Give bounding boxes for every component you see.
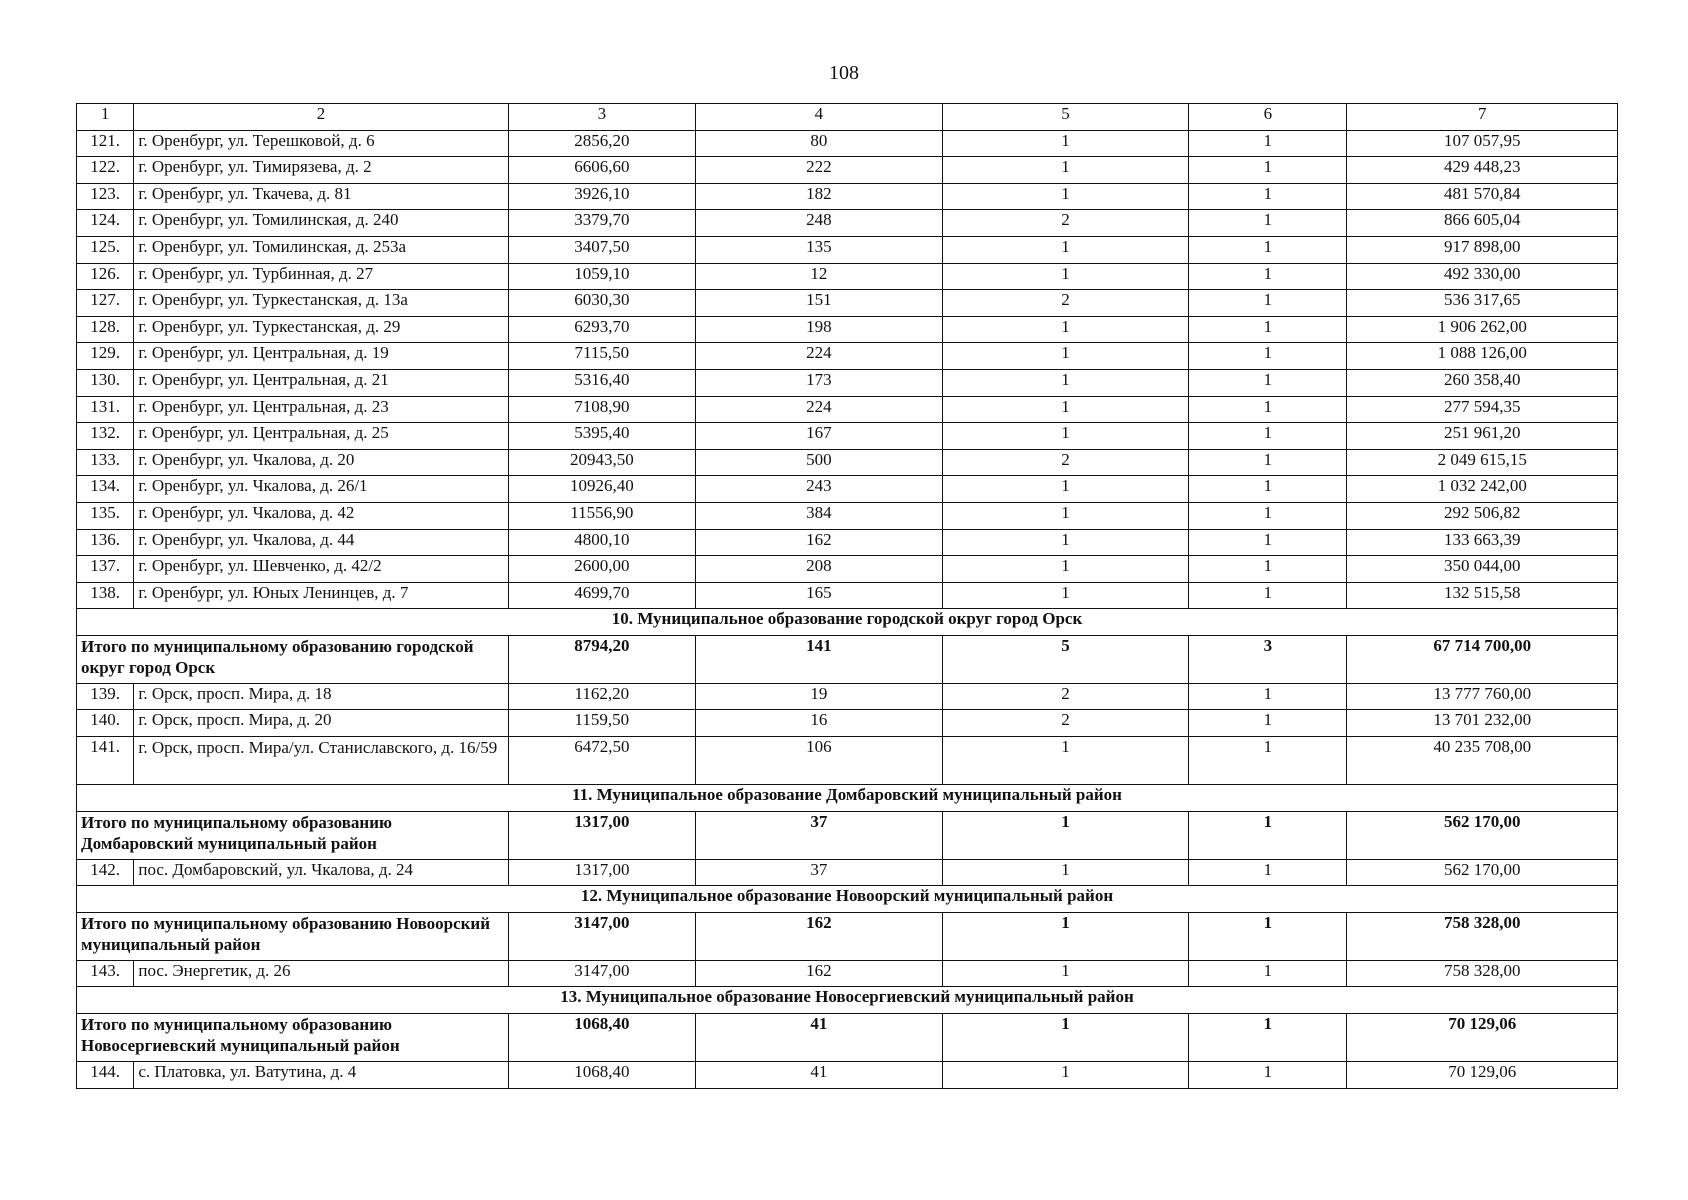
row-address: г. Оренбург, ул. Томилинская, д. 253а [134,236,508,263]
row-col5: 1 [942,263,1189,290]
row-col5: 1 [942,157,1189,184]
row-col4: 37 [695,859,942,886]
row-number: 144. [77,1062,134,1089]
row-area: 4800,10 [508,529,695,556]
row-cost: 260 358,40 [1347,369,1618,396]
row-address: г. Оренбург, ул. Туркестанская, д. 13а [134,290,508,317]
row-area: 11556,90 [508,502,695,529]
row-area: 3407,50 [508,236,695,263]
total-label: Итого по муниципальному образованию Новоорский муниципальный район [77,912,509,960]
row-col6: 1 [1189,316,1347,343]
row-area: 3147,00 [508,960,695,987]
row-col6: 1 [1189,683,1347,710]
row-cost: 492 330,00 [1347,263,1618,290]
row-number: 133. [77,449,134,476]
row-col4: 106 [695,737,942,785]
row-col6: 1 [1189,737,1347,785]
section-title: 13. Муниципальное образование Новосергиевский муниципальный район [77,987,1618,1014]
housing-table [76,103,1618,1089]
row-col5: 1 [942,960,1189,987]
row-area: 1162,20 [508,683,695,710]
row-col4: 222 [695,157,942,184]
row-area: 1059,10 [508,263,695,290]
row-col6: 1 [1189,710,1347,737]
row-number: 138. [77,582,134,609]
row-area: 5395,40 [508,423,695,450]
row-area: 1317,00 [508,859,695,886]
table-row [77,236,1618,263]
row-cost: 1 906 262,00 [1347,316,1618,343]
row-cost: 277 594,35 [1347,396,1618,423]
row-address: г. Орск, просп. Мира, д. 20 [134,710,508,737]
total-col4: 41 [695,1014,942,1062]
row-col6: 1 [1189,449,1347,476]
total-label: Итого по муниципальному образованию Домбаровский муниципальный район [77,811,509,859]
row-col4: 500 [695,449,942,476]
row-address: г. Оренбург, ул. Юных Ленинцев, д. 7 [134,582,508,609]
row-cost: 429 448,23 [1347,157,1618,184]
row-col5: 1 [942,423,1189,450]
row-number: 132. [77,423,134,450]
row-cost: 562 170,00 [1347,859,1618,886]
row-col4: 16 [695,710,942,737]
table-row [77,263,1618,290]
row-area: 6472,50 [508,737,695,785]
row-cost: 107 057,95 [1347,130,1618,157]
row-address: г. Оренбург, ул. Чкалова, д. 20 [134,449,508,476]
row-col4: 198 [695,316,942,343]
row-number: 124. [77,210,134,237]
row-area: 6293,70 [508,316,695,343]
row-cost: 292 506,82 [1347,502,1618,529]
row-col5: 1 [942,396,1189,423]
row-area: 3379,70 [508,210,695,237]
total-label: Итого по муниципальному образованию Новосергиевский муниципальный район [77,1014,509,1062]
row-number: 121. [77,130,134,157]
row-col5: 2 [942,210,1189,237]
row-col5: 1 [942,582,1189,609]
column-number: 1 [77,104,134,131]
row-col6: 1 [1189,476,1347,503]
row-number: 142. [77,859,134,886]
row-col6: 1 [1189,529,1347,556]
row-cost: 13 777 760,00 [1347,683,1618,710]
row-col4: 151 [695,290,942,317]
row-col6: 1 [1189,556,1347,583]
row-cost: 40 235 708,00 [1347,737,1618,785]
row-address: г. Оренбург, ул. Тимирязева, д. 2 [134,157,508,184]
row-area: 2856,20 [508,130,695,157]
row-area: 3926,10 [508,183,695,210]
row-address: г. Оренбург, ул. Туркестанская, д. 29 [134,316,508,343]
row-cost: 70 129,06 [1347,1062,1618,1089]
row-col6: 1 [1189,263,1347,290]
row-col5: 1 [942,529,1189,556]
row-address: г. Оренбург, ул. Шевченко, д. 42/2 [134,556,508,583]
row-address: г. Оренбург, ул. Терешковой, д. 6 [134,130,508,157]
row-number: 131. [77,396,134,423]
row-col5: 1 [942,369,1189,396]
row-col6: 1 [1189,369,1347,396]
row-number: 122. [77,157,134,184]
row-col6: 1 [1189,183,1347,210]
row-col5: 1 [942,130,1189,157]
row-address: г. Орск, просп. Мира, д. 18 [134,683,508,710]
row-cost: 866 605,04 [1347,210,1618,237]
row-address: с. Платовка, ул. Ватутина, д. 4 [134,1062,508,1089]
row-address: г. Оренбург, ул. Центральная, д. 19 [134,343,508,370]
table-row [77,960,1618,987]
row-cost: 917 898,00 [1347,236,1618,263]
row-cost: 758 328,00 [1347,960,1618,987]
table-row [77,859,1618,886]
row-col4: 80 [695,130,942,157]
row-address: г. Оренбург, ул. Чкалова, д. 44 [134,529,508,556]
row-col6: 1 [1189,236,1347,263]
row-area: 10926,40 [508,476,695,503]
row-area: 2600,00 [508,556,695,583]
total-col4: 37 [695,811,942,859]
table-row [77,183,1618,210]
row-number: 134. [77,476,134,503]
table-row [77,369,1618,396]
row-area: 7115,50 [508,343,695,370]
row-number: 140. [77,710,134,737]
row-area: 6030,30 [508,290,695,317]
section-title: 11. Муниципальное образование Домбаровский муниципальный район [77,785,1618,812]
row-area: 6606,60 [508,157,695,184]
table-row [77,476,1618,503]
section-header-row [77,609,1618,636]
total-row [77,1014,1618,1062]
table-row [77,556,1618,583]
row-col5: 2 [942,290,1189,317]
table-row [77,396,1618,423]
section-title: 10. Муниципальное образование городской округ город Орск [77,609,1618,636]
table-row [77,1062,1618,1089]
total-col6: 3 [1189,635,1347,683]
row-cost: 536 317,65 [1347,290,1618,317]
row-area: 5316,40 [508,369,695,396]
total-area: 1317,00 [508,811,695,859]
row-number: 128. [77,316,134,343]
row-col4: 173 [695,369,942,396]
column-number: 7 [1347,104,1618,131]
row-area: 7108,90 [508,396,695,423]
row-address: г. Оренбург, ул. Центральная, д. 23 [134,396,508,423]
row-number: 136. [77,529,134,556]
row-col4: 243 [695,476,942,503]
row-col5: 1 [942,316,1189,343]
total-area: 8794,20 [508,635,695,683]
row-col6: 1 [1189,290,1347,317]
row-address: г. Оренбург, ул. Чкалова, д. 42 [134,502,508,529]
row-col6: 1 [1189,582,1347,609]
row-col5: 1 [942,859,1189,886]
row-cost: 133 663,39 [1347,529,1618,556]
row-col4: 135 [695,236,942,263]
row-number: 125. [77,236,134,263]
row-col4: 224 [695,343,942,370]
row-cost: 2 049 615,15 [1347,449,1618,476]
table-row [77,316,1618,343]
row-address: г. Оренбург, ул. Томилинская, д. 240 [134,210,508,237]
table-row [77,582,1618,609]
row-col6: 1 [1189,396,1347,423]
row-number: 130. [77,369,134,396]
page-number: 108 [829,62,859,84]
row-col4: 41 [695,1062,942,1089]
row-col5: 1 [942,737,1189,785]
row-area: 4699,70 [508,582,695,609]
row-col6: 1 [1189,157,1347,184]
table-row [77,290,1618,317]
row-cost: 350 044,00 [1347,556,1618,583]
table-row [77,502,1618,529]
total-area: 1068,40 [508,1014,695,1062]
total-row [77,912,1618,960]
row-address: г. Орск, просп. Мира/ул. Станиславского, д. 16/59 [134,737,508,785]
row-address: г. Оренбург, ул. Чкалова, д. 26/1 [134,476,508,503]
total-col5: 5 [942,635,1189,683]
row-col6: 1 [1189,210,1347,237]
row-col6: 1 [1189,502,1347,529]
total-col5: 1 [942,811,1189,859]
total-area: 3147,00 [508,912,695,960]
row-col5: 1 [942,343,1189,370]
row-cost: 481 570,84 [1347,183,1618,210]
row-col4: 165 [695,582,942,609]
total-col6: 1 [1189,912,1347,960]
total-row [77,811,1618,859]
column-number: 2 [134,104,508,131]
row-col5: 1 [942,502,1189,529]
row-cost: 251 961,20 [1347,423,1618,450]
row-number: 137. [77,556,134,583]
row-col4: 162 [695,960,942,987]
row-col5: 1 [942,476,1189,503]
section-header-row [77,886,1618,913]
column-number: 6 [1189,104,1347,131]
row-address: г. Оренбург, ул. Центральная, д. 25 [134,423,508,450]
row-number: 127. [77,290,134,317]
row-cost: 132 515,58 [1347,582,1618,609]
row-col4: 167 [695,423,942,450]
row-col4: 208 [695,556,942,583]
row-col6: 1 [1189,1062,1347,1089]
section-title: 12. Муниципальное образование Новоорский муниципальный район [77,886,1618,913]
row-col5: 2 [942,710,1189,737]
row-col4: 248 [695,210,942,237]
table-row [77,529,1618,556]
column-number: 5 [942,104,1189,131]
table-row [77,157,1618,184]
row-area: 1068,40 [508,1062,695,1089]
row-address: пос. Домбаровский, ул. Чкалова, д. 24 [134,859,508,886]
row-number: 123. [77,183,134,210]
row-col5: 1 [942,1062,1189,1089]
total-col5: 1 [942,1014,1189,1062]
total-label: Итого по муниципальному образованию городской округ город Орск [77,635,509,683]
table-row [77,737,1618,785]
row-area: 20943,50 [508,449,695,476]
row-col4: 384 [695,502,942,529]
column-number-row [77,104,1618,131]
row-cost: 1 032 242,00 [1347,476,1618,503]
total-cost: 758 328,00 [1347,912,1618,960]
row-address: пос. Энергетик, д. 26 [134,960,508,987]
row-col5: 2 [942,449,1189,476]
row-col6: 1 [1189,343,1347,370]
row-col4: 162 [695,529,942,556]
column-number: 4 [695,104,942,131]
row-address: г. Оренбург, ул. Центральная, д. 21 [134,369,508,396]
column-number: 3 [508,104,695,131]
row-col4: 182 [695,183,942,210]
row-col4: 12 [695,263,942,290]
table-row [77,710,1618,737]
row-col5: 1 [942,556,1189,583]
row-col6: 1 [1189,859,1347,886]
row-number: 126. [77,263,134,290]
row-col6: 1 [1189,423,1347,450]
row-col6: 1 [1189,130,1347,157]
total-col6: 1 [1189,1014,1347,1062]
total-cost: 67 714 700,00 [1347,635,1618,683]
row-number: 129. [77,343,134,370]
section-header-row [77,785,1618,812]
total-row [77,635,1618,683]
row-col6: 1 [1189,960,1347,987]
table-row [77,210,1618,237]
row-number: 141. [77,737,134,785]
row-cost: 13 701 232,00 [1347,710,1618,737]
row-number: 143. [77,960,134,987]
total-col4: 162 [695,912,942,960]
row-cost: 1 088 126,00 [1347,343,1618,370]
row-col5: 1 [942,236,1189,263]
row-address: г. Оренбург, ул. Ткачева, д. 81 [134,183,508,210]
row-col4: 19 [695,683,942,710]
row-col4: 224 [695,396,942,423]
row-number: 135. [77,502,134,529]
row-address: г. Оренбург, ул. Турбинная, д. 27 [134,263,508,290]
row-col5: 2 [942,683,1189,710]
row-number: 139. [77,683,134,710]
table-row [77,449,1618,476]
table-row [77,683,1618,710]
total-cost: 562 170,00 [1347,811,1618,859]
table-row [77,343,1618,370]
total-cost: 70 129,06 [1347,1014,1618,1062]
row-col5: 1 [942,183,1189,210]
total-col5: 1 [942,912,1189,960]
total-col6: 1 [1189,811,1347,859]
section-header-row [77,987,1618,1014]
table-row [77,423,1618,450]
total-col4: 141 [695,635,942,683]
table-row [77,130,1618,157]
row-area: 1159,50 [508,710,695,737]
